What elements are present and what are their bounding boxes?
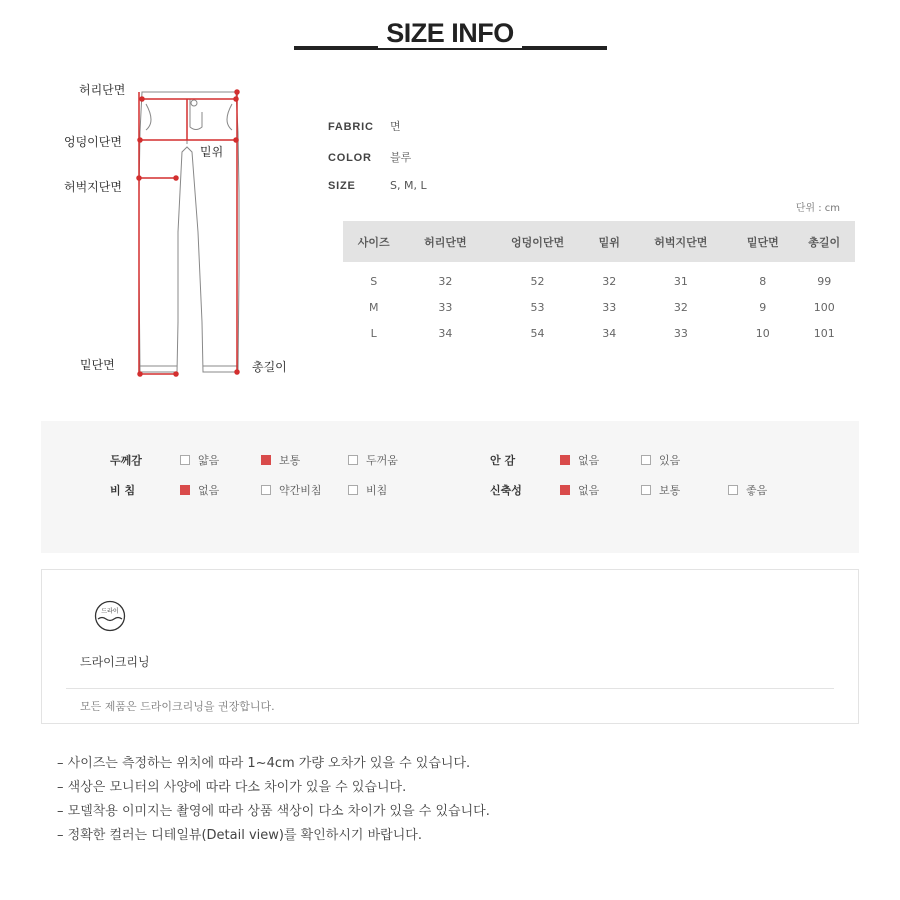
- table-row: [343, 262, 855, 294]
- option-label: 없음: [578, 454, 600, 467]
- checkbox-icon: [348, 485, 358, 495]
- option-label: 약간비침: [279, 484, 322, 497]
- lining-option: [641, 452, 680, 468]
- checkbox-icon: [180, 455, 190, 465]
- page-title: SIZE INFO: [378, 18, 522, 48]
- fabric-value: 면: [390, 120, 401, 133]
- checkbox-icon: [641, 455, 651, 465]
- header-waist: 허리단면: [404, 221, 486, 262]
- table-cell: 8: [759, 274, 767, 288]
- header-rise: 밑위: [589, 221, 630, 262]
- fabric-characteristics: [41, 421, 859, 553]
- table-cell: 33: [438, 300, 453, 314]
- table-cell: 32: [602, 274, 617, 288]
- thickness-option: [180, 452, 219, 468]
- header-thigh: 허벅지단면: [630, 221, 732, 262]
- header-length: 총길이: [794, 221, 856, 262]
- checkbox-icon: [348, 455, 358, 465]
- table-cell: 54: [530, 326, 545, 340]
- table-cell: 34: [438, 326, 453, 340]
- sheerness-label: 비 침: [110, 484, 136, 497]
- header-size: 사이즈: [343, 221, 404, 262]
- thickness-label: 두께감: [110, 454, 142, 467]
- size-key: SIZE: [328, 180, 356, 192]
- fabric-key: FABRIC: [328, 121, 374, 133]
- notice-item: – 모델착용 이미지는 촬영에 따라 상품 색상이 다소 차이가 있을 수 있습니다.: [57, 804, 490, 819]
- checkbox-icon: [560, 485, 570, 495]
- table-cell: 32: [438, 274, 453, 288]
- size-info-header: [0, 18, 900, 54]
- color-value: 블루: [390, 151, 412, 164]
- table-cell: L: [370, 326, 377, 340]
- option-label: 좋음: [746, 484, 768, 497]
- table-cell: 33: [673, 326, 688, 340]
- lining-label: 안 감: [490, 454, 516, 467]
- care-divider: [66, 688, 834, 689]
- checkbox-icon: [560, 455, 570, 465]
- table-cell: S: [370, 274, 378, 288]
- waist-label: 허리단면: [79, 83, 126, 97]
- thickness-option: [348, 452, 398, 468]
- size-row: [328, 179, 427, 192]
- table-cell: 99: [817, 274, 832, 288]
- table-cell: 53: [530, 300, 545, 314]
- option-label: 보통: [659, 484, 681, 497]
- option-label: 있음: [659, 454, 681, 467]
- pants-measurement-diagram: [50, 72, 310, 392]
- stretch-option: [641, 482, 680, 498]
- table-cell: 34: [602, 326, 617, 340]
- table-cell: 31: [673, 274, 688, 288]
- thigh-label: 허벅지단면: [64, 180, 122, 194]
- sheerness-option: [348, 482, 387, 498]
- size-value: S, M, L: [390, 179, 427, 192]
- table-cell: 101: [813, 326, 835, 340]
- table-cell: 32: [673, 300, 688, 314]
- table-cell: 52: [530, 274, 545, 288]
- care-note: 모든 제품은 드라이크리닝을 권장합니다.: [80, 700, 275, 713]
- care-label: 드라이크리닝: [80, 655, 150, 669]
- care-instructions: [41, 569, 859, 724]
- stretch-label: 신축성: [490, 484, 522, 497]
- fabric-row: [328, 118, 401, 134]
- dry-cleaning-icon: [94, 600, 126, 632]
- checkbox-icon: [641, 485, 651, 495]
- table-cell: 100: [813, 300, 835, 314]
- option-label: 없음: [198, 484, 220, 497]
- option-label: 비침: [366, 484, 388, 497]
- sheerness-option: [180, 482, 219, 498]
- stretch-option: [728, 482, 767, 498]
- table-cell: 33: [602, 300, 617, 314]
- table-cell: 9: [759, 300, 767, 314]
- lining-option: [560, 452, 599, 468]
- header-hem: 밑단면: [732, 221, 793, 262]
- table-row: [343, 294, 855, 320]
- notice-item: – 사이즈는 측정하는 위치에 따라 1~4cm 가량 오차가 있을 수 있습니다.: [57, 756, 471, 771]
- color-key: COLOR: [328, 152, 372, 164]
- option-label: 두꺼움: [366, 454, 398, 467]
- thickness-option: [261, 452, 300, 468]
- size-table: [343, 221, 855, 346]
- option-label: 없음: [578, 484, 600, 497]
- dry-cleaning-icon-text: 드라이: [101, 608, 119, 615]
- color-row: [328, 149, 411, 165]
- pants-illustration: [50, 72, 310, 392]
- length-label: 총길이: [252, 360, 287, 374]
- option-label: 보통: [279, 454, 301, 467]
- rise-label: 밑위: [200, 145, 224, 159]
- table-cell: M: [368, 300, 379, 314]
- notice-item: – 색상은 모니터의 사양에 따라 다소 차이가 있을 수 있습니다.: [57, 780, 407, 795]
- notice-item: – 정확한 컬러는 디테일뷰(Detail view)를 확인하시기 바랍니다.: [57, 828, 422, 843]
- stretch-option: [560, 482, 599, 498]
- table-row: [343, 320, 855, 346]
- checkbox-icon: [728, 485, 738, 495]
- checkbox-icon: [261, 485, 271, 495]
- option-label: 얇음: [198, 454, 220, 467]
- checkbox-icon: [180, 485, 190, 495]
- sheerness-option: [261, 482, 322, 498]
- size-table-header: [343, 221, 855, 262]
- table-cell: 10: [755, 326, 770, 340]
- unit-label: 단위 : cm: [795, 203, 840, 214]
- hem-label: 밑단면: [80, 358, 115, 372]
- header-hip: 엉덩이단면: [486, 221, 588, 262]
- checkbox-icon: [261, 455, 271, 465]
- notice-list: [57, 755, 490, 851]
- hip-label: 엉덩이단면: [64, 135, 122, 149]
